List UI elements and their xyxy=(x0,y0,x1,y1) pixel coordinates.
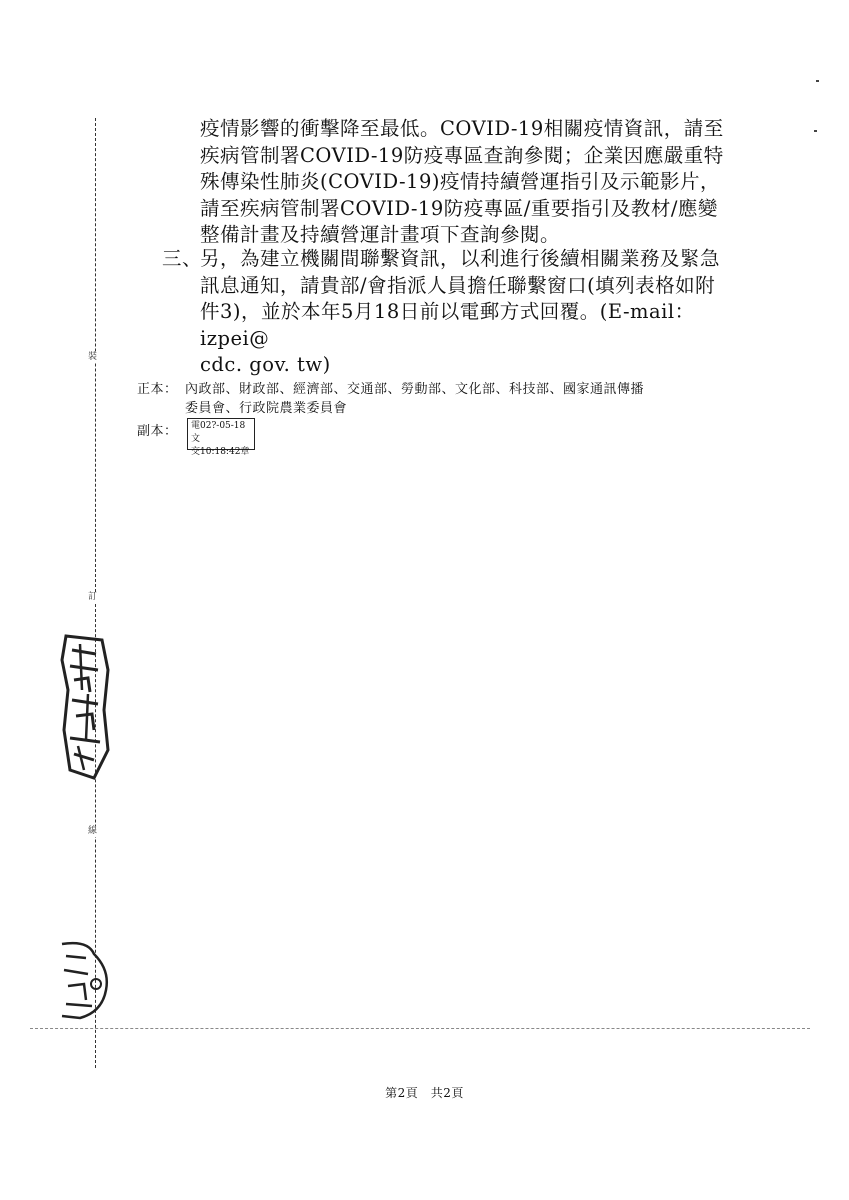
text-line: 件3)，並於本年5月18日前以電郵方式回覆。(E-mail：izpei@ xyxy=(200,300,695,350)
text-line: 訊息通知，請貴部/會指派人員擔任聯繫窗口(填列表格如附 xyxy=(200,273,716,297)
dispatch-stamp-line1: 電02?-05-18文 xyxy=(191,421,246,444)
binding-mark-middle: 訂 xyxy=(88,592,98,602)
item-three xyxy=(162,246,762,379)
binding-mark-top: 裝 xyxy=(88,352,98,362)
text-line: 三、另，為建立機關間聯繫資訊，以利進行後續相關業務及緊急 xyxy=(162,246,762,273)
scan-speck xyxy=(816,80,819,82)
copy-recipients-label: 副本： xyxy=(137,424,178,439)
binding-mark-bottom: 線 xyxy=(88,826,98,836)
text-line: cdc. gov. tw) xyxy=(200,353,331,376)
bottom-dashed-rule xyxy=(30,1028,810,1029)
page-number: 第2頁 共2頁 xyxy=(385,1086,464,1100)
distribution-main xyxy=(137,380,757,418)
text-line: 整備計畫及持續營運計畫項下查詢參閱。 xyxy=(200,223,561,246)
seal-stamp-partial-icon xyxy=(58,940,112,1020)
dispatch-stamp xyxy=(187,418,255,457)
text-line: 殊傳染性肺炎(COVID-19)疫情持續營運指引及示範影片， xyxy=(200,170,720,193)
item-marker: 三、 xyxy=(162,247,203,270)
text-line: 疫情影響的衝擊降至最低。COVID-19相關疫情資訊，請至 xyxy=(200,117,724,140)
dispatch-stamp-line2: 交10:18:42章 xyxy=(191,447,250,457)
paragraph-continuation xyxy=(200,116,760,249)
text-line: 疾病管制署COVID-19防疫專區查詢參閱；企業因應嚴重特 xyxy=(200,143,724,167)
text-line: 請至疾病管制署COVID-19防疫專區/重要指引及教材/應變 xyxy=(200,196,718,220)
main-recipients-line2: 委員會、行政院農業委員會 xyxy=(185,401,348,416)
seal-stamp-icon xyxy=(58,630,112,780)
main-recipients-label: 正本： xyxy=(137,382,178,397)
main-recipients-line1: 內政部、財政部、經濟部、交通部、勞動部、文化部、科技部、國家通訊傳播 xyxy=(185,382,645,397)
scan-speck xyxy=(814,130,817,132)
